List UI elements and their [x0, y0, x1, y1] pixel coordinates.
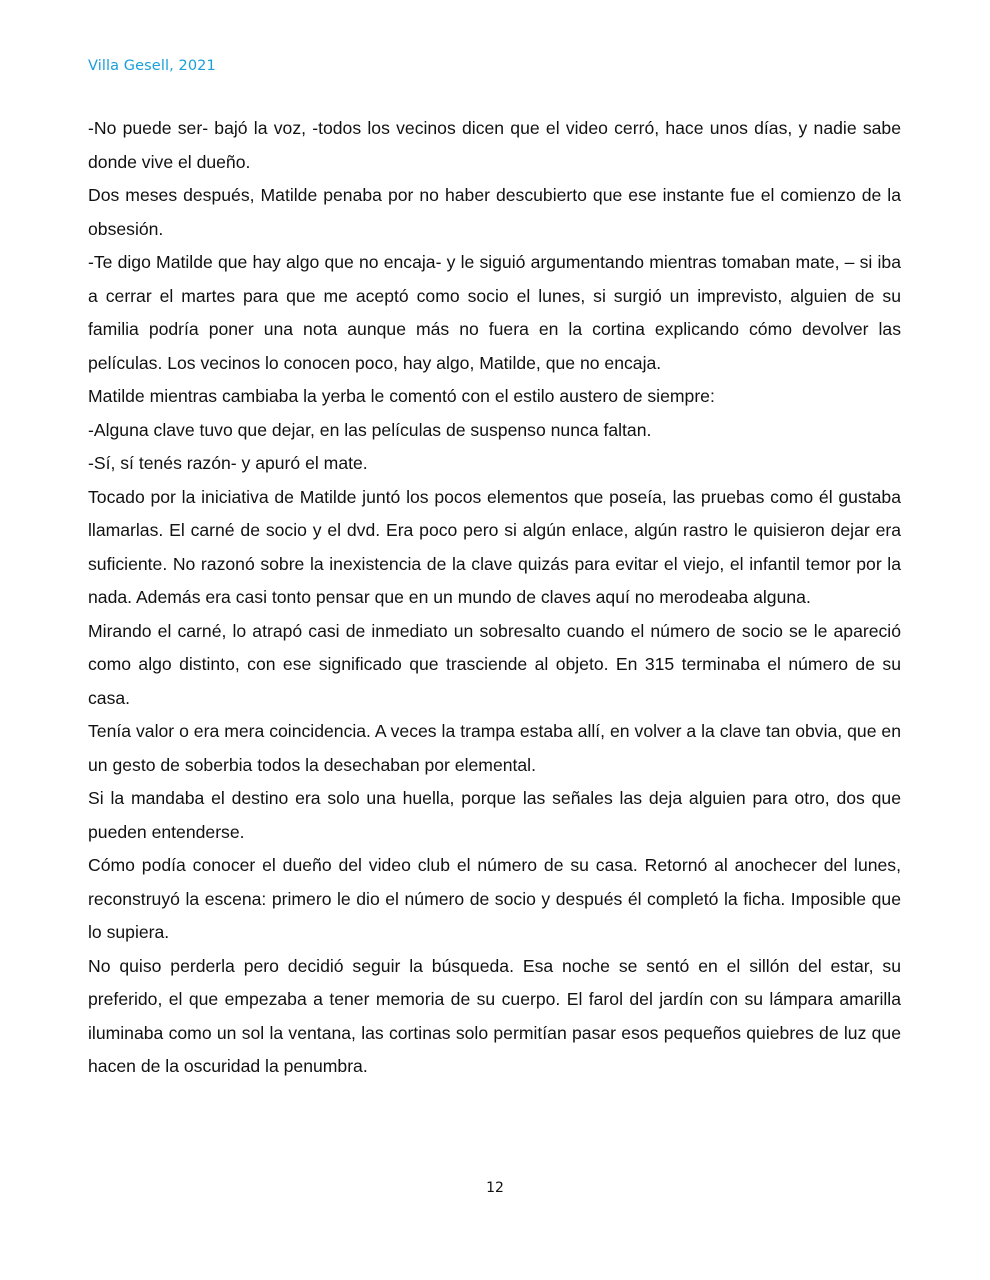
paragraph: Dos meses después, Matilde penaba por no haber descubierto que ese instante fue el comienzo de la obsesión.	[88, 185, 901, 239]
paragraph: Mirando el carné, lo atrapó casi de inmediato un sobresalto cuando el número de socio se le apareció como algo distinto, con ese significado que trasciende al objeto. En 315 terminaba el número de su casa.	[88, 620, 901, 708]
paragraph: Tocado por la iniciativa de Matilde juntó los pocos elementos que poseía, las pruebas como él gustaba llamarlas. El carné de socio y el dvd. Era poco pero si algún enlace, algún rastro le quisieron dejar era suficiente. No razonó sobre la inexistencia de la clave quizás para evitar el viejo, el infantil temor por la nada. Además era casi tonto pensar que en un mundo de claves aquí no merodeaba alguna.	[88, 486, 901, 607]
paragraph: -No puede ser- bajó la voz, -todos los vecinos dicen que el video cerró, hace unos días, y nadie sabe donde vive el dueño.	[88, 118, 901, 172]
paragraph: -Te digo Matilde que hay algo que no encaja- y le siguió argumentando mientras tomaban mate, – si iba a cerrar el martes para que me aceptó como socio el lunes, si surgió un imprevisto, alguien de su familia podría poner una nota aunque más no fuera en la cortina explicando cómo devolver las películas. Los vecinos lo conocen poco, hay algo, Matilde, que no encaja.	[88, 252, 901, 373]
paragraph: Tenía valor o era mera coincidencia. A veces la trampa estaba allí, en volver a la clave tan obvia, que en un gesto de soberbia todos la desechaban por elemental.	[88, 721, 901, 775]
paragraph: -Sí, sí tenés razón- y apuró el mate.	[88, 453, 368, 473]
paragraph: Matilde mientras cambiaba la yerba le comentó con el estilo austero de siempre:	[88, 386, 715, 406]
running-header: Villa Gesell, 2021	[88, 58, 216, 74]
body-text	[88, 112, 901, 1084]
page-number: 12	[486, 1180, 504, 1196]
paragraph: -Alguna clave tuvo que dejar, en las películas de suspenso nunca faltan.	[88, 419, 652, 440]
paragraph: Si la mandaba el destino era solo una huella, porque las señales las deja alguien para otro, dos que pueden entenderse.	[88, 788, 901, 842]
paragraph: No quiso perderla pero decidió seguir la búsqueda. Esa noche se sentó en el sillón del estar, su preferido, el que empezaba a tener memoria de su cuerpo. El farol del jardín con su lámpara amarilla iluminaba como un sol la ventana, las cortinas solo permitían pasar esos pequeños quiebres de luz que hacen de la oscuridad la penumbra.	[88, 955, 901, 1076]
paragraph: Cómo podía conocer el dueño del video club el número de su casa. Retornó al anochecer del lunes, reconstruyó la escena: primero le dio el número de socio y después él completó la ficha. Imposible que lo supiera.	[88, 855, 901, 942]
